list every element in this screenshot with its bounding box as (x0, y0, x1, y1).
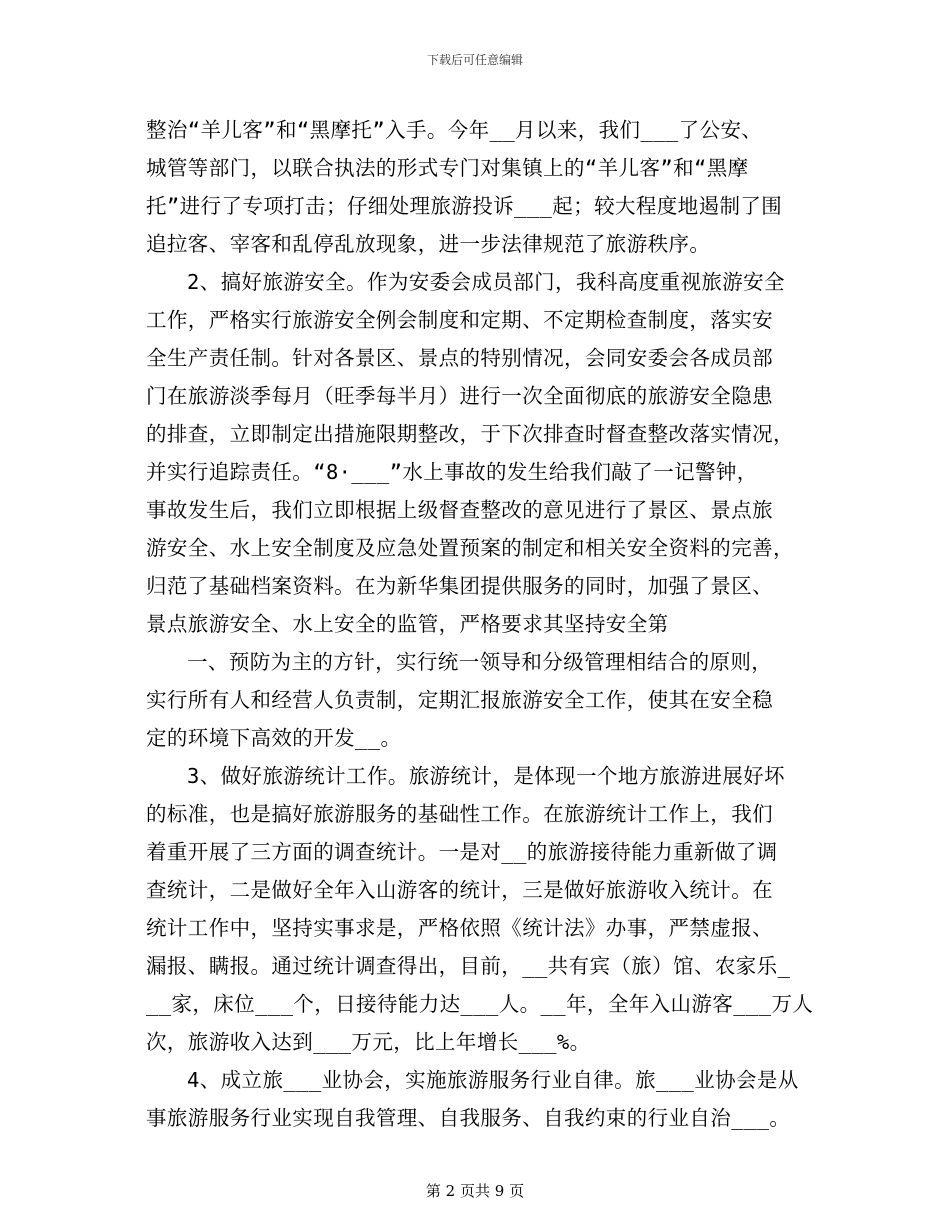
text-line: 的排查，立即制定出措施限期整改，于下次排查时督查整改落实情况， (146, 422, 794, 446)
text-line: 归范了基础档案资料。在为新华集团提供服务的同时，加强了景区、 (146, 574, 773, 598)
text-line: 游安全、水上安全制度及应急处置预案的制定和相关安全资料的完善， (146, 536, 794, 560)
text-line: 3、做好旅游统计工作。旅游统计，是体现一个地方旅游进展好坏 (187, 764, 785, 788)
text-line: __家，床位___个，日接待能力达___人。__年，全年入山游客___万人 (146, 992, 814, 1016)
page-number-footer: 第 2 页共 9 页 (425, 1182, 525, 1200)
text-line: 实行所有人和经营人负责制，定期汇报旅游安全工作，使其在安全稳 (146, 688, 773, 712)
text-line: 4、成立旅___业协会，实施旅游服务行业自律。旅___业协会是从 (187, 1068, 799, 1092)
text-line: 托”进行了专项打击；仔细处理旅游投诉___起；较大程度地遏制了围 (146, 194, 783, 218)
text-line: 2、搞好旅游安全。作为安委会成员部门，我科高度重视旅游安全 (187, 270, 785, 294)
text-line: 景点旅游安全、水上安全的监管，严格要求其坚持安全第 (146, 612, 669, 636)
text-line: 追拉客、宰客和乱停乱放现象，进一步法律规范了旅游秩序。 (146, 232, 711, 256)
text-line: 定的环境下高效的开发__。 (146, 726, 402, 750)
text-line: 城管等部门，以联合执法的形式专门对集镇上的“羊儿客”和“黑摩 (146, 156, 749, 180)
text-line: 查统计，二是做好全年入山游客的统计，三是做好旅游收入统计。在 (146, 878, 773, 902)
text-line: 事旅游服务行业实现自我管理、自我服务、自我约束的行业自治___。 (146, 1106, 791, 1130)
text-line: 统计工作中，坚持实事求是，严格依照《统计法》办事，严禁虚报、 (146, 916, 773, 940)
text-line: 的标准，也是搞好旅游服务的基础性工作。在旅游统计工作上，我们 (146, 802, 773, 826)
text-line: 全生产责任制。针对各景区、景点的特别情况，会同安委会各成员部 (146, 346, 773, 370)
text-line: 一、预防为主的方针，实行统一领导和分级管理相结合的原则， (187, 650, 773, 674)
text-line: 着重开展了三方面的调查统计。一是对__的旅游接待能力重新做了调 (146, 840, 778, 864)
page-header: 下载后可任意编辑 (426, 53, 523, 67)
text-line: 次，旅游收入达到___万元，比上年增长___%。 (146, 1030, 591, 1054)
text-line: 事故发生后，我们立即根据上级督查整改的意见进行了景区、景点旅 (146, 498, 773, 522)
text-line: 门在旅游淡季每月（旺季每半月）进行一次全面彻底的旅游安全隐患 (146, 384, 773, 408)
text-line: 并实行追踪责任。“8·___”水上事故的发生给我们敲了一记警钟， (146, 460, 758, 484)
text-line: 工作，严格实行旅游安全例会制度和定期、不定期检查制度，落实安 (146, 308, 773, 332)
text-line: 整治“羊儿客”和“黑摩托”入手。今年__月以来，我们___了公安、 (146, 118, 763, 142)
text-line: 漏报、瞒报。通过统计调查得出，目前，__共有宾（旅）馆、农家乐_ (146, 954, 791, 978)
